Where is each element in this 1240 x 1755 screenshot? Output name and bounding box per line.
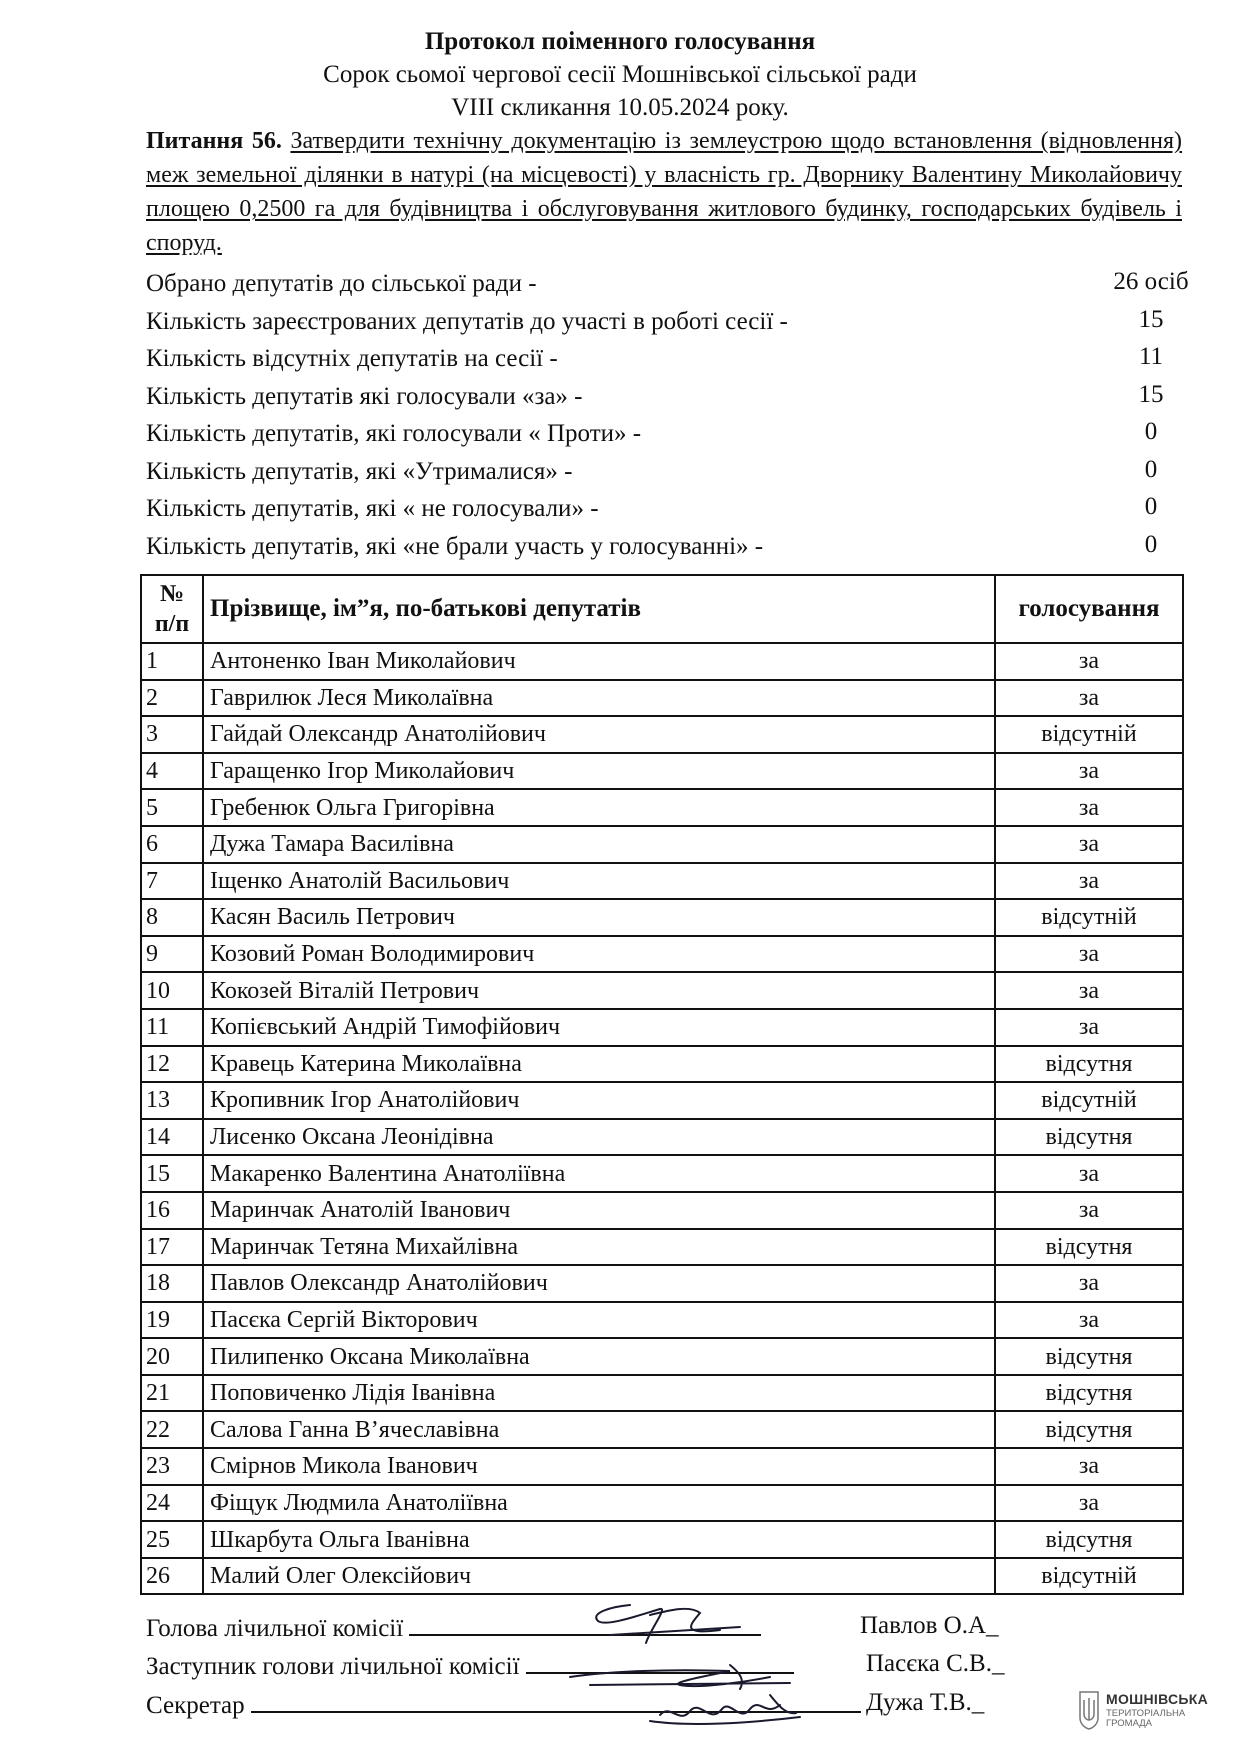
- row-number: 9: [141, 936, 203, 973]
- table-row: [141, 826, 1183, 863]
- stat-value: 0: [1144, 530, 1158, 558]
- row-vote: відсутня: [995, 1046, 1183, 1083]
- stat-row: [146, 305, 1186, 346]
- row-vote: відсутня: [995, 1411, 1183, 1448]
- row-number: 6: [141, 826, 203, 863]
- row-number: 13: [141, 1082, 203, 1119]
- row-vote: за: [995, 1265, 1183, 1302]
- stat-row: [146, 455, 1186, 496]
- row-vote: за: [995, 1448, 1183, 1485]
- row-number: 14: [141, 1119, 203, 1156]
- stat-row: [146, 420, 1186, 458]
- trident-icon: [1078, 1690, 1100, 1730]
- row-number: 12: [141, 1046, 203, 1083]
- signature-role: Голова лічильної комісії: [146, 1615, 404, 1642]
- row-vote: за: [995, 680, 1183, 717]
- stat-label: Кількість депутатів, які голосували « Проти» -: [146, 420, 642, 447]
- row-name: Копієвський Андрій Тимофійович: [203, 1009, 995, 1046]
- row-number: 21: [141, 1375, 203, 1412]
- row-name: Гаращенко Ігор Миколайович: [203, 753, 995, 790]
- row-number: 20: [141, 1338, 203, 1375]
- signature-name: Дужа Т.В._: [866, 1689, 985, 1716]
- stat-row: [146, 380, 1186, 421]
- table-row: [141, 1265, 1183, 1302]
- row-number: 10: [141, 972, 203, 1009]
- table-row: [141, 863, 1183, 900]
- table-row: [141, 1375, 1183, 1412]
- table-row: [141, 1448, 1183, 1485]
- stats-block: [146, 268, 1189, 570]
- table-row: [141, 643, 1183, 680]
- row-name: Салова Ганна В’ячеславівна: [203, 1411, 995, 1448]
- question-block: [146, 124, 1182, 260]
- row-vote: відсутній: [995, 1558, 1183, 1595]
- header-name: Прізвище, ім”я, по-батькові депутатів: [203, 575, 995, 643]
- row-vote: за: [995, 643, 1183, 680]
- table-row: [141, 1411, 1183, 1448]
- stat-value: 0: [1144, 418, 1158, 445]
- row-vote: за: [995, 826, 1183, 863]
- row-vote: за: [995, 1485, 1183, 1522]
- signature-name: Пасєка С.В._: [866, 1650, 1005, 1677]
- table-row: [141, 1009, 1183, 1046]
- row-number: 11: [141, 1009, 203, 1046]
- stat-value: 0: [1144, 493, 1158, 520]
- table-row: [141, 753, 1183, 790]
- stat-value: 0: [1144, 455, 1158, 483]
- row-number: 17: [141, 1229, 203, 1266]
- stat-label: Кількість зареєстрованих депутатів до участі в роботі сесії -: [146, 307, 788, 335]
- row-name: Шкарбута Ольга Іванівна: [203, 1521, 995, 1558]
- logo-subtitle: ТЕРИТОРІАЛЬНА ГРОМАДА: [1106, 1708, 1186, 1729]
- stat-value: 15: [1138, 380, 1164, 408]
- row-vote: за: [995, 972, 1183, 1009]
- row-vote: за: [995, 936, 1183, 973]
- row-name: Маринчак Анатолій Іванович: [203, 1192, 995, 1229]
- stat-label: Кількість депутатів які голосували «за» -: [146, 382, 583, 410]
- table-row: [141, 1119, 1183, 1156]
- table-row: [141, 1485, 1183, 1522]
- row-name: Смірнов Микола Іванович: [203, 1448, 995, 1485]
- table-row: [141, 680, 1183, 717]
- document-subtitle: Сорок сьомої чергової сесії Мошнівської сільської ради: [323, 61, 917, 88]
- header-vote: голосування: [995, 575, 1183, 643]
- header-number-line2: п/п: [154, 611, 190, 637]
- row-number: 26: [141, 1558, 203, 1595]
- header-number: [141, 575, 203, 643]
- table-row: [141, 789, 1183, 826]
- table-row: [141, 899, 1183, 936]
- row-number: 18: [141, 1265, 203, 1302]
- table-row: [141, 1521, 1183, 1558]
- row-vote: відсутня: [995, 1521, 1183, 1558]
- table-row: [141, 1192, 1183, 1229]
- table-row: [141, 1338, 1183, 1375]
- row-number: 1: [141, 643, 203, 680]
- voting-table: [140, 574, 1184, 1595]
- document-title: Протокол поіменного голосування: [424, 28, 816, 55]
- logo-title: МОШНІВСЬКА: [1106, 1691, 1209, 1707]
- row-vote: відсутній: [995, 1082, 1183, 1119]
- table-row: [141, 1155, 1183, 1192]
- stat-label: Обрано депутатів до сільської ради -: [146, 270, 537, 297]
- table-row: [141, 716, 1183, 753]
- row-vote: відсутній: [995, 899, 1183, 936]
- row-name: Маринчак Тетяна Михайлівна: [203, 1229, 995, 1266]
- row-name: Павлов Олександр Анатолійович: [203, 1265, 995, 1302]
- signature-role: Секретар: [146, 1692, 245, 1719]
- table-row: [141, 1229, 1183, 1266]
- row-name: Козовий Роман Володимирович: [203, 936, 995, 973]
- stat-value: 15: [1138, 305, 1164, 333]
- row-name: Гайдай Олександр Анатолійович: [203, 716, 995, 753]
- table-body: [141, 643, 1183, 1594]
- table-row: [141, 1046, 1183, 1083]
- row-name: Кравець Катерина Миколаївна: [203, 1046, 995, 1083]
- question-label: Питання 56.: [146, 128, 282, 154]
- row-name: Кокозей Віталій Петрович: [203, 972, 995, 1009]
- row-vote: відсутня: [995, 1375, 1183, 1412]
- row-vote: за: [995, 1009, 1183, 1046]
- row-number: 2: [141, 680, 203, 717]
- row-name: Гаврилюк Леся Миколаївна: [203, 680, 995, 717]
- row-number: 16: [141, 1192, 203, 1229]
- row-name: Макаренко Валентина Анатоліївна: [203, 1155, 995, 1192]
- row-number: 22: [141, 1411, 203, 1448]
- row-number: 3: [141, 716, 203, 753]
- stat-row: [146, 345, 1186, 383]
- row-number: 23: [141, 1448, 203, 1485]
- document-convocation: VIII скликання 10.05.2024 року.: [451, 94, 789, 121]
- row-vote: відсутній: [995, 716, 1183, 753]
- row-vote: за: [995, 1192, 1183, 1229]
- row-vote: за: [995, 1155, 1183, 1192]
- row-vote: відсутня: [995, 1338, 1183, 1375]
- handwritten-signatures: [550, 1585, 880, 1735]
- row-name: Касян Василь Петрович: [203, 899, 995, 936]
- row-name: Малий Олег Олексійович: [203, 1558, 995, 1595]
- table-row: [141, 1082, 1183, 1119]
- row-number: 24: [141, 1485, 203, 1522]
- row-name: Дужа Тамара Василівна: [203, 826, 995, 863]
- table-row: [141, 972, 1183, 1009]
- signature-role: Заступник голови лічильної комісії: [146, 1653, 520, 1680]
- row-vote: за: [995, 753, 1183, 790]
- row-name: Поповиченко Лідія Іванівна: [203, 1375, 995, 1412]
- signature-name: Павлов О.А_: [860, 1612, 999, 1639]
- row-vote: за: [995, 1302, 1183, 1339]
- row-name: Іщенко Анатолій Васильович: [203, 863, 995, 900]
- stat-row: [146, 495, 1186, 533]
- header-number-line1: №: [159, 581, 185, 607]
- row-number: 19: [141, 1302, 203, 1339]
- table-header-row: [141, 575, 1183, 643]
- table-row: [141, 1302, 1183, 1339]
- stat-label: Кількість відсутніх депутатів на сесії -: [146, 345, 558, 372]
- row-vote: за: [995, 863, 1183, 900]
- row-name: Кропивник Ігор Анатолійович: [203, 1082, 995, 1119]
- row-name: Фіщук Людмила Анатоліївна: [203, 1485, 995, 1522]
- stat-row: [146, 530, 1186, 571]
- row-number: 8: [141, 899, 203, 936]
- stat-value: 11: [1138, 343, 1164, 370]
- row-name: Антоненко Іван Миколайович: [203, 643, 995, 680]
- row-vote: за: [995, 789, 1183, 826]
- stat-label: Кількість депутатів, які «Утрималися» -: [146, 457, 573, 485]
- community-logo: [1078, 1688, 1228, 1748]
- stat-value: 26 осіб: [1113, 268, 1189, 295]
- row-number: 25: [141, 1521, 203, 1558]
- row-vote: відсутня: [995, 1119, 1183, 1156]
- row-number: 7: [141, 863, 203, 900]
- row-number: 4: [141, 753, 203, 790]
- row-name: Пасєка Сергій Вікторович: [203, 1302, 995, 1339]
- row-number: 5: [141, 789, 203, 826]
- question-text: Затвердити технічну документацію із землеустрою щодо встановлення (відновлення) меж земельної ділянки в натурі (на місцевості) у власність гр. Дворнику Валентину Миколайовичу площею 0,2500 га для будівництва і обслуговування житлового будинку, господарських будівель і споруд.: [146, 128, 1183, 256]
- row-name: Гребенюк Ольга Григорівна: [203, 789, 995, 826]
- row-number: 15: [141, 1155, 203, 1192]
- table-row: [141, 936, 1183, 973]
- stat-label: Кількість депутатів, які « не голосували» -: [146, 495, 599, 522]
- row-vote: відсутня: [995, 1229, 1183, 1266]
- stat-label: Кількість депутатів, які «не брали участь у голосуванні» -: [146, 532, 764, 560]
- row-name: Лисенко Оксана Леонідівна: [203, 1119, 995, 1156]
- row-name: Пилипенко Оксана Миколаївна: [203, 1338, 995, 1375]
- stat-row: [146, 268, 1189, 308]
